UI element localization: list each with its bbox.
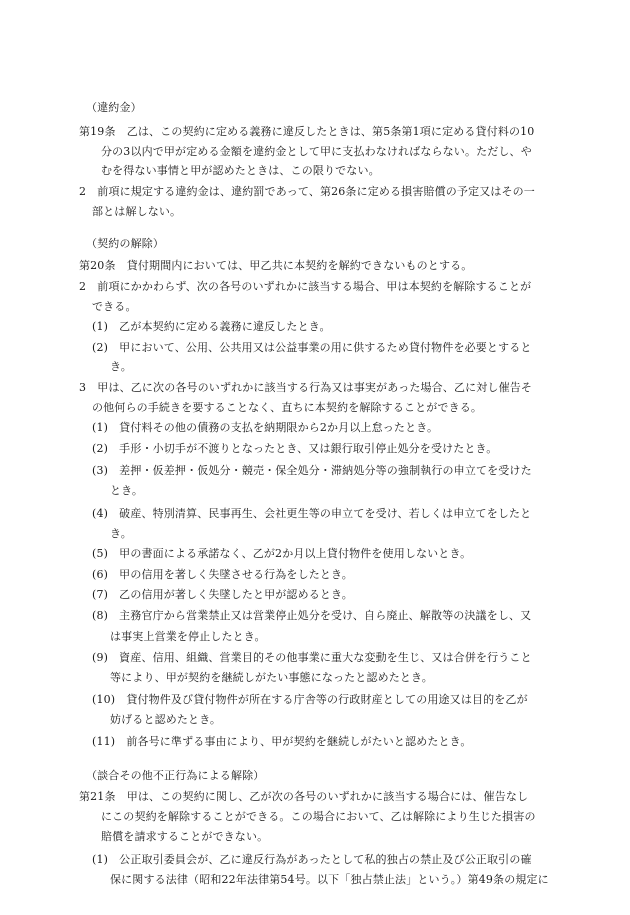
article-20-p3-item11: (11) 前各号に準ずる事由により、甲が契約を継続しがたいと認めたとき。 bbox=[92, 735, 472, 748]
article-19-para1-line3: むを得ない事情と甲が認めたときは、この限りでない。 bbox=[101, 164, 380, 177]
article-20-para2-line1: 2 前項にかかわらず、次の各号のいずれかに該当する場合、甲は本契約を解除することが bbox=[79, 280, 532, 293]
article-20-para3-line1: 3 甲は、乙に次の各号のいずれかに該当する行為又は事実があった場合、乙に対し催告そ bbox=[79, 381, 533, 394]
article-19-para1-line2: 分の3以内で甲が定める金額を違約金として甲に支払わなければならない。ただし、や bbox=[101, 145, 532, 158]
article-20-p3-item10-line1: (10) 貸付物件及び貸付物件が所在する庁舎等の行政財産としての用途又は目的を乙が bbox=[92, 693, 528, 706]
article-20-p3-item5: (5) 甲の書面による承諾なく、乙が2か月以上貸付物件を使用しないとき。 bbox=[92, 547, 472, 560]
article-20-p3-item8-line1: (8) 主務官庁から営業禁止又は営業停止処分を受け、自ら廃止、解散等の決議をし、又 bbox=[92, 609, 532, 622]
article-21-heading: （談合その他不正行為による解除） bbox=[86, 769, 265, 782]
article-20-p3-item4-line2: き。 bbox=[110, 527, 132, 540]
article-21-para1-line1: 第21条 甲は、この契約に関し、乙が次の各号のいずれかに該当する場合には、催告なし bbox=[79, 790, 529, 803]
article-20-para1: 第20条 貸付期間内においては、甲乙共に本契約を解約できないものとする。 bbox=[79, 259, 473, 272]
article-19-para2-line1: 2 前項に規定する違約金は、違約罰であって、第26条に定める損害賠償の予定又はその一 bbox=[79, 185, 535, 198]
article-20-p3-item1: (1) 貸付料その他の債務の支払を納期限から2か月以上怠ったとき。 bbox=[92, 421, 439, 434]
article-19-heading: （違約金） bbox=[86, 101, 142, 114]
article-20-para2-line2: できる。 bbox=[92, 300, 137, 313]
article-20-p3-item9-line2: 等により、甲が契約を継続しがたい事態になったと認めたとき。 bbox=[110, 671, 433, 684]
article-20-heading: （契約の解除） bbox=[86, 237, 165, 250]
article-20-p3-item7: (7) 乙の信用が著しく失墜したと甲が認めるとき。 bbox=[92, 588, 353, 601]
article-20-p2-item2-line1: (2) 甲において、公用、公共用又は公益事業の用に供するため貸付物件を必要とすると bbox=[92, 341, 532, 354]
article-21-para1-line3: 賠償を請求することができない。 bbox=[101, 830, 269, 843]
article-20-p3-item3-line1: (3) 差押・仮差押・仮処分・競売・保全処分・滞納処分等の強制執行の申立てを受けた bbox=[92, 464, 532, 477]
article-20-p3-item10-line2: 妨げると認めたとき。 bbox=[110, 713, 222, 726]
article-20-p2-item1: (1) 乙が本契約に定める義務に違反したとき。 bbox=[92, 320, 331, 333]
article-20-p3-item3-line2: とき。 bbox=[110, 484, 144, 497]
article-20-p3-item4-line1: (4) 破産、特別清算、民事再生、会社更生等の申立てを受け、若しくは申立てをしたと bbox=[92, 507, 532, 520]
article-19-para1-line1: 第19条 乙は、この契約に定める義務に違反したときは、第5条第1項に定める貸付料の10 bbox=[79, 125, 535, 138]
article-19-para2-line2: 部とは解しない。 bbox=[92, 205, 182, 218]
article-20-p2-item2-line2: き。 bbox=[110, 360, 132, 373]
article-20-p3-item2: (2) 手形・小切手が不渡りとなったとき、又は銀行取引停止処分を受けたとき。 bbox=[92, 442, 498, 455]
article-21-item1-line2: 保に関する法律（昭和22年法律第54号。以下「独占禁止法」という。）第49条の規定に bbox=[110, 873, 549, 886]
article-20-p3-item8-line2: は事実上営業を停止したとき。 bbox=[110, 630, 266, 643]
article-20-para3-line2: の他何らの手続きを要することなく、直ちに本契約を解除することができる。 bbox=[92, 401, 483, 414]
article-20-p3-item9-line1: (9) 資産、信用、組織、営業目的その他事業に重大な変動を生じ、又は合併を行うこと bbox=[92, 651, 532, 664]
article-21-item1-line1: (1) 公正取引委員会が、乙に違反行為があったとして私的独占の禁止及び公正取引の確 bbox=[92, 853, 532, 866]
article-20-p3-item6: (6) 甲の信用を著しく失墜させる行為をしたとき。 bbox=[92, 568, 353, 581]
article-21-para1-line2: にこの契約を解除することができる。この場合において、乙は解除により生じた損害の bbox=[101, 810, 536, 823]
